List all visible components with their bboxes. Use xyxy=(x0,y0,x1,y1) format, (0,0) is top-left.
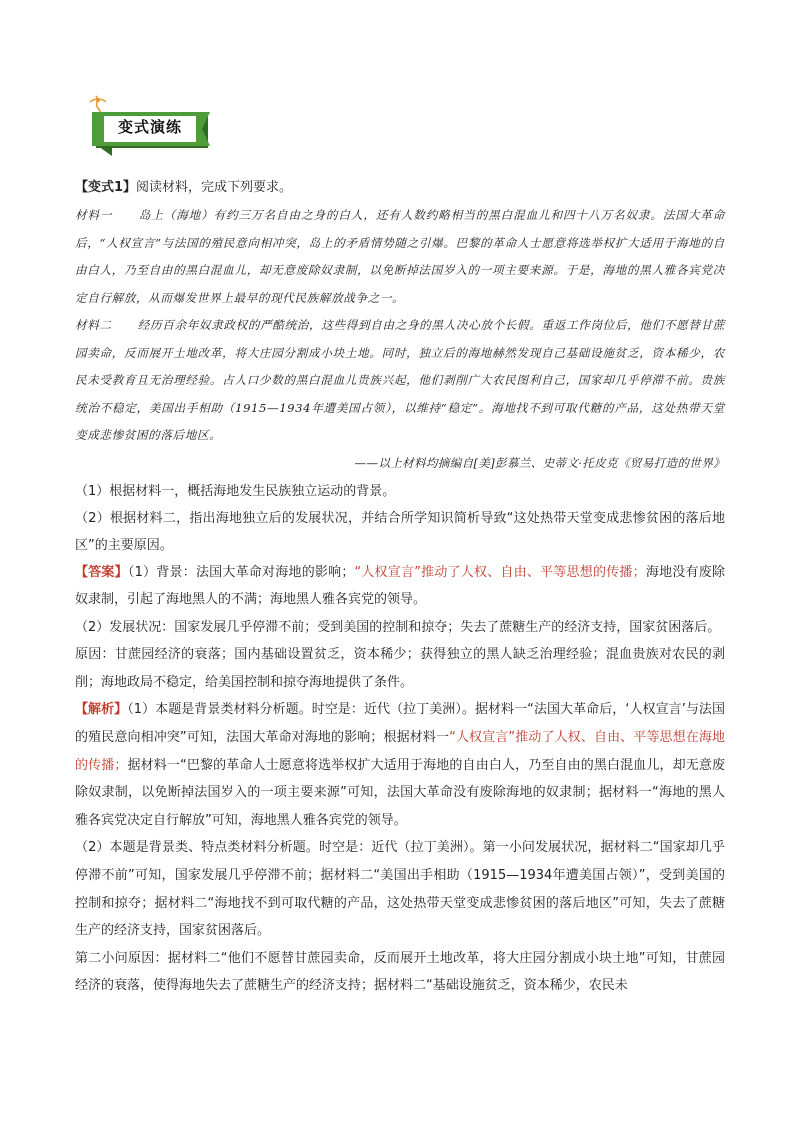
answer-p1-b: 海地没有废除奴隶制，引起了海地黑人的不满；海地黑人雅各宾党的领导。 xyxy=(75,564,725,608)
material-two xyxy=(75,312,725,450)
material-one xyxy=(75,202,725,312)
exercise-label: 【变式1】 xyxy=(75,180,137,195)
analysis-p1-highlight: “人权宣言”推动了人权、自由、平等思想在海地的传播； xyxy=(75,730,725,773)
exercise-heading xyxy=(75,176,725,200)
analysis-p1-a: （1）本题是背景类材料分析题。时空是：近代（拉丁美洲）。据材料一“法国大革命后，‘人权宣言’与法国的殖民意向相冲突”可知，法国大革命对海地的影响；根据材料一 xyxy=(75,702,725,746)
answer-tag: 【答案】 xyxy=(75,564,128,580)
analysis-part-1 xyxy=(75,696,725,834)
analysis-p1-b: 据材料一“巴黎的革命人士愿意将选举权扩大适用于海地的自由白人，乃至自由的黑白混血儿，却无意废除奴隶制，以免断掉法国岁入的一项主要来源”可知，法国大革命没有废除海地的奴隶制；据材料一“海地的黑人雅各宾党决定自行解放”可知，海地黑人雅各宾党的领导。 xyxy=(75,757,725,828)
material-two-text: 经历百余年奴隶政权的严酷统治，这些得到自由之身的黑人决心放个长假。重返工作岗位后，他们不愿替甘蔗园卖命，反而展开土地改革，将大庄园分割成小块土地。同时，独立后的海地赫然发现自己基础设施贫乏，资本稀少，农民未受教育且无治理经验。占人口少数的黑白混血儿贵族兴起，他们剥削广大农民图利自己，国家却几乎停滞不前。贵族统治不稳定，美国出手相助（1915—1934年遭美国占领），以维持“稳定”。海地找不到可取代糖的产品，这处热带天堂变成悲惨贫困的落后地区。 xyxy=(75,318,725,442)
answer-part-2: （2）发展状况：国家发展几乎停滞不前；受到美国的控制和掠夺；失去了蔗糖生产的经济支持，国家贫困落后。 xyxy=(75,619,721,635)
answer-part-3: 原因：甘蔗园经济的衰落；国内基础设置贫乏，资本稀少；获得独立的黑人缺乏治理经验；混血贵族对农民的剥削；海地政局不稳定，给美国控制和掠夺海地提供了条件。 xyxy=(75,647,725,690)
material-source: ——以上材料均摘编自[美]彭慕兰、史蒂文·托皮克《贸易打造的世界》 xyxy=(354,455,725,470)
material-two-label: 材料二 xyxy=(75,318,112,332)
analysis-part-2: （2）本题是背景类、特点类材料分析题。时空是：近代（拉丁美洲）。第一小问发展状况，据材料二“国家却几乎停滞不前”可知，国家发展几乎停滞不前；据材料二“美国出手相助（1915—1934年遭美国占领）”，受到美国的控制和掠夺；据材料二“海地找不到可取代糖的产品，这处热带天堂变成悲惨贫困的落后地区”可知，失去了蔗糖生产的经济支持，国家贫困落后。 xyxy=(75,840,725,939)
document-body xyxy=(75,176,725,1000)
material-one-label: 材料一 xyxy=(75,208,113,222)
answer-p1-a: （1）背景：法国大革命对海地的影响； xyxy=(127,564,355,580)
answer-p1-highlight: “人权宣言”推动了人权、自由、平等思想的传播； xyxy=(354,564,646,580)
question-2: （2）根据材料二，指出海地独立后的发展状况，并结合所学知识简析导致“这处热带天堂变成悲惨贫困的落后地区”的主要原因。 xyxy=(75,510,725,553)
banner-title: 变式演练 xyxy=(117,118,182,136)
section-banner xyxy=(78,94,228,160)
question-1: （1）根据材料一，概括海地发生民族独立运动的背景。 xyxy=(75,483,396,499)
analysis-part-3: 第二小问原因：据材料二“他们不愿替甘蔗园卖命，反而展开土地改革，将大庄园分割成小块土地”可知，甘蔗园经济的衰落，使得海地失去了蔗糖生产的经济支持；据材料二“基础设施贫乏，资本稀少，农民未 xyxy=(75,950,725,994)
material-one-text: 岛上（海地）有约三万名自由之身的白人，还有人数约略相当的黑白混血儿和四十八万名奴隶。法国大革命后，“人权宣言”与法国的殖民意向相冲突，岛上的矛盾情势随之引爆。巴黎的革命人士愿意将选举权扩大适用于海地的自由白人，乃至自由的黑白混血儿，却无意废除奴隶制，以免断掉法国岁入的一项主要来源。于是，海地的黑人雅各宾党决定自行解放，从而爆发世界上最早的现代民族解放战争之一。 xyxy=(75,208,726,305)
answer-part-1 xyxy=(75,559,725,614)
analysis-tag: 【解析】 xyxy=(75,702,128,718)
exercise-prompt: 阅读材料，完成下列要求。 xyxy=(136,180,293,195)
